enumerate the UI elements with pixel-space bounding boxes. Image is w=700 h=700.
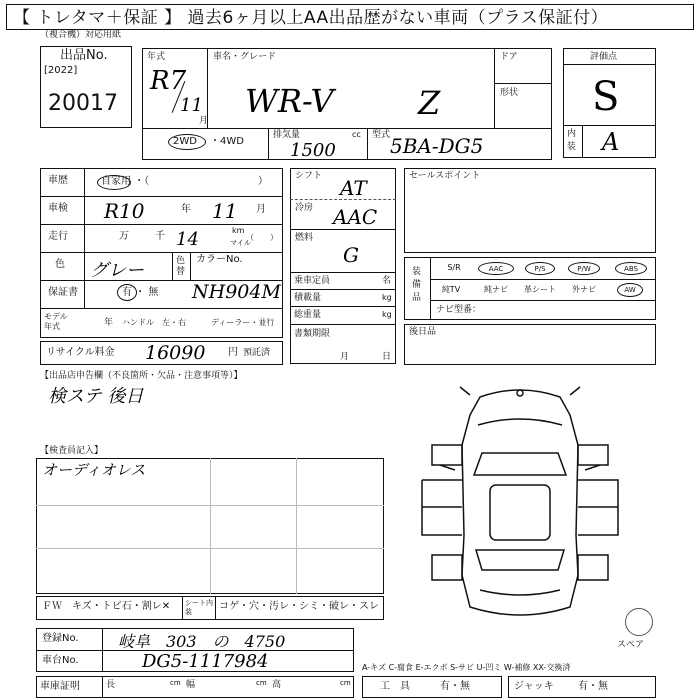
after-date-box bbox=[404, 324, 656, 365]
interior-label: 内装 bbox=[567, 129, 577, 152]
equip-aac: AAC bbox=[488, 265, 504, 273]
lot-year-tag: [2022] bbox=[44, 65, 78, 76]
color-label: 色 bbox=[55, 259, 65, 270]
equip-leather: 革シート bbox=[524, 285, 556, 294]
header-banner bbox=[6, 4, 694, 30]
lot-number: 20017 bbox=[48, 91, 118, 116]
mileage-value: 14 bbox=[176, 229, 199, 250]
model-year-dealer: ディーラー・並行 bbox=[211, 318, 275, 327]
equip-aac-circle bbox=[478, 262, 514, 275]
reg-value: 岐阜 303 の 4750 bbox=[118, 632, 286, 651]
docs-label: 書類期限 bbox=[294, 329, 331, 339]
equip-ps-circle bbox=[525, 262, 555, 275]
sales-point-label: セールスポイント bbox=[409, 171, 481, 181]
capacity-label: 乗車定員 bbox=[294, 276, 331, 286]
seller-notes-value: 検ステ 後日 bbox=[48, 386, 144, 407]
cert-e: 高 bbox=[272, 680, 282, 690]
equip-abs: ABS bbox=[624, 265, 638, 273]
aircon-value: AAC bbox=[333, 205, 378, 229]
year-month-value: 11 bbox=[180, 95, 203, 116]
recycle-label: リサイクル料金 bbox=[46, 347, 115, 358]
model-year-label: モデル年式 bbox=[44, 312, 68, 331]
color-value: グレー bbox=[90, 260, 144, 281]
recycle-unit: 円 bbox=[228, 347, 238, 358]
cert-a: 長 bbox=[106, 680, 116, 690]
car-name-value: WR-V bbox=[245, 82, 334, 120]
shift-value: AT bbox=[340, 176, 367, 200]
model-label: 型式 bbox=[372, 130, 391, 140]
mileage-paren: （ ） bbox=[246, 233, 278, 242]
history-close: ） bbox=[258, 176, 268, 187]
navi-model-label: ナビ型番： bbox=[436, 305, 482, 315]
chassis-label: 車台No. bbox=[42, 655, 79, 666]
inspection-month-unit: 月 bbox=[256, 204, 266, 215]
form-subtitle: （複合機）対応用紙 bbox=[40, 30, 122, 40]
equip-pw-circle bbox=[568, 262, 600, 275]
drive-4wd: ・4WD bbox=[210, 136, 244, 147]
drive-2wd: 2WD bbox=[173, 136, 197, 147]
inspection-month: 11 bbox=[212, 199, 238, 223]
car-damage-diagram bbox=[410, 385, 630, 620]
engine-value: 1500 bbox=[290, 140, 336, 161]
year-month-unit: 月 bbox=[199, 116, 209, 126]
inspection-era: R10 bbox=[104, 199, 145, 223]
model-value: 5BA-DG5 bbox=[390, 134, 484, 158]
evaluation-label: 評価点 bbox=[590, 52, 618, 62]
equip-navi: 純ナビ bbox=[484, 285, 508, 294]
history-label: 車歴 bbox=[48, 175, 68, 186]
doors-label: ドア bbox=[500, 52, 518, 62]
engine-label: 排気量 bbox=[273, 130, 301, 140]
shift-label: シフト bbox=[295, 171, 323, 181]
car-name-label: 車名・グレード bbox=[213, 52, 277, 62]
equip-aw-circle bbox=[617, 283, 643, 297]
fw-seat-label: シート内装 bbox=[185, 599, 213, 616]
model-year-handle: ハンドル 左・右 bbox=[122, 318, 186, 327]
after-date-label: 後日品 bbox=[409, 327, 437, 337]
mileage-sen: 千 bbox=[155, 231, 165, 242]
fuel-label: 燃料 bbox=[295, 233, 314, 243]
inspection-label: 車検 bbox=[48, 203, 68, 214]
mileage-man: 万 bbox=[119, 231, 129, 242]
cert-c: 幅 bbox=[186, 680, 196, 690]
cert-label: 車庫証明 bbox=[40, 681, 80, 692]
fw-seat-text: コゲ・穴・汚レ・シミ・破レ・スレ bbox=[219, 601, 379, 612]
jack-options: 有・無 bbox=[578, 681, 608, 692]
inspection-year-unit: 年 bbox=[181, 204, 191, 215]
equip-abs-circle bbox=[615, 262, 647, 275]
equip-pw: P/W bbox=[577, 265, 591, 273]
jack-label: ジャッキ bbox=[514, 681, 554, 692]
banner-text: 【 トレタマ＋保証 】 過去6ヶ月以上AA出品歴がない車両（プラス保証付） bbox=[13, 8, 609, 28]
mileage-label: 走行 bbox=[48, 231, 68, 242]
equip-aw: AW bbox=[624, 286, 636, 294]
load-unit: kg bbox=[382, 293, 392, 302]
seller-notes-label: 【出品店申告欄（不良箇所・欠品・注意事項等）】 bbox=[40, 371, 243, 381]
equipment-label: 装備品 bbox=[412, 267, 422, 303]
inspector-label: 【検査員記入】 bbox=[40, 446, 104, 456]
car-grade-value: Z bbox=[418, 84, 441, 122]
gross-label: 総重量 bbox=[294, 310, 322, 320]
cert-b: cm bbox=[170, 679, 181, 687]
equip-sr: S/R bbox=[447, 263, 461, 272]
fuel-value: G bbox=[343, 243, 359, 267]
reg-label: 登録No. bbox=[42, 633, 79, 644]
equip-ps: P/S bbox=[534, 265, 546, 273]
lot-label: 出品No. bbox=[60, 48, 108, 63]
equip-ext-navi: 外ナビ bbox=[572, 285, 596, 294]
tools-options: 有・無 bbox=[440, 681, 470, 692]
mileage-km: km bbox=[232, 226, 245, 235]
recycle-deposit: 預託済 bbox=[243, 348, 271, 358]
docs-day: 日 bbox=[382, 352, 392, 362]
warranty-options: 有 ・ 無 bbox=[122, 287, 159, 298]
cert-d: cm bbox=[256, 679, 267, 687]
spare-tire-circle bbox=[625, 608, 653, 636]
year-label: 年式 bbox=[147, 52, 166, 62]
mileage-mile: マイル bbox=[230, 239, 251, 247]
color-code-label: カラーNo. bbox=[196, 254, 243, 265]
engine-unit: cc bbox=[352, 130, 361, 139]
gross-unit: kg bbox=[382, 310, 392, 319]
shape-label: 形状 bbox=[500, 88, 519, 98]
evaluation-score: S bbox=[592, 74, 620, 120]
aircon-label: 冷房 bbox=[295, 203, 314, 213]
chassis-value: DG5-1117984 bbox=[142, 651, 269, 672]
docs-month: 月 bbox=[340, 352, 350, 362]
warranty-label: 保証書 bbox=[48, 287, 78, 298]
color-change-label: 色替 bbox=[176, 256, 186, 277]
color-code-value: NH904M bbox=[192, 281, 281, 303]
history-options: 自家用 ・（ bbox=[101, 176, 150, 187]
cert-f: cm bbox=[340, 679, 351, 687]
year-value: R7 bbox=[150, 66, 187, 96]
recycle-value: 16090 bbox=[145, 342, 206, 364]
interior-value: A bbox=[602, 128, 620, 156]
spare-label: スペア bbox=[617, 640, 645, 650]
tools-label: 工 具 bbox=[380, 681, 410, 692]
capacity-unit: 名 bbox=[382, 276, 392, 286]
inspector-value: オーディオレス bbox=[42, 461, 146, 479]
load-label: 積載量 bbox=[294, 293, 322, 303]
model-year-year: 年 bbox=[104, 318, 114, 328]
equip-tv: 純TV bbox=[441, 285, 461, 294]
fw-legend-text: ＦＷ キズ・トビ石・割レ✕ bbox=[42, 601, 171, 612]
damage-legend: A-キズ C-腐食 E-エクボ S-サビ U-凹ミ W-補修 XX-交換済 bbox=[362, 663, 571, 672]
